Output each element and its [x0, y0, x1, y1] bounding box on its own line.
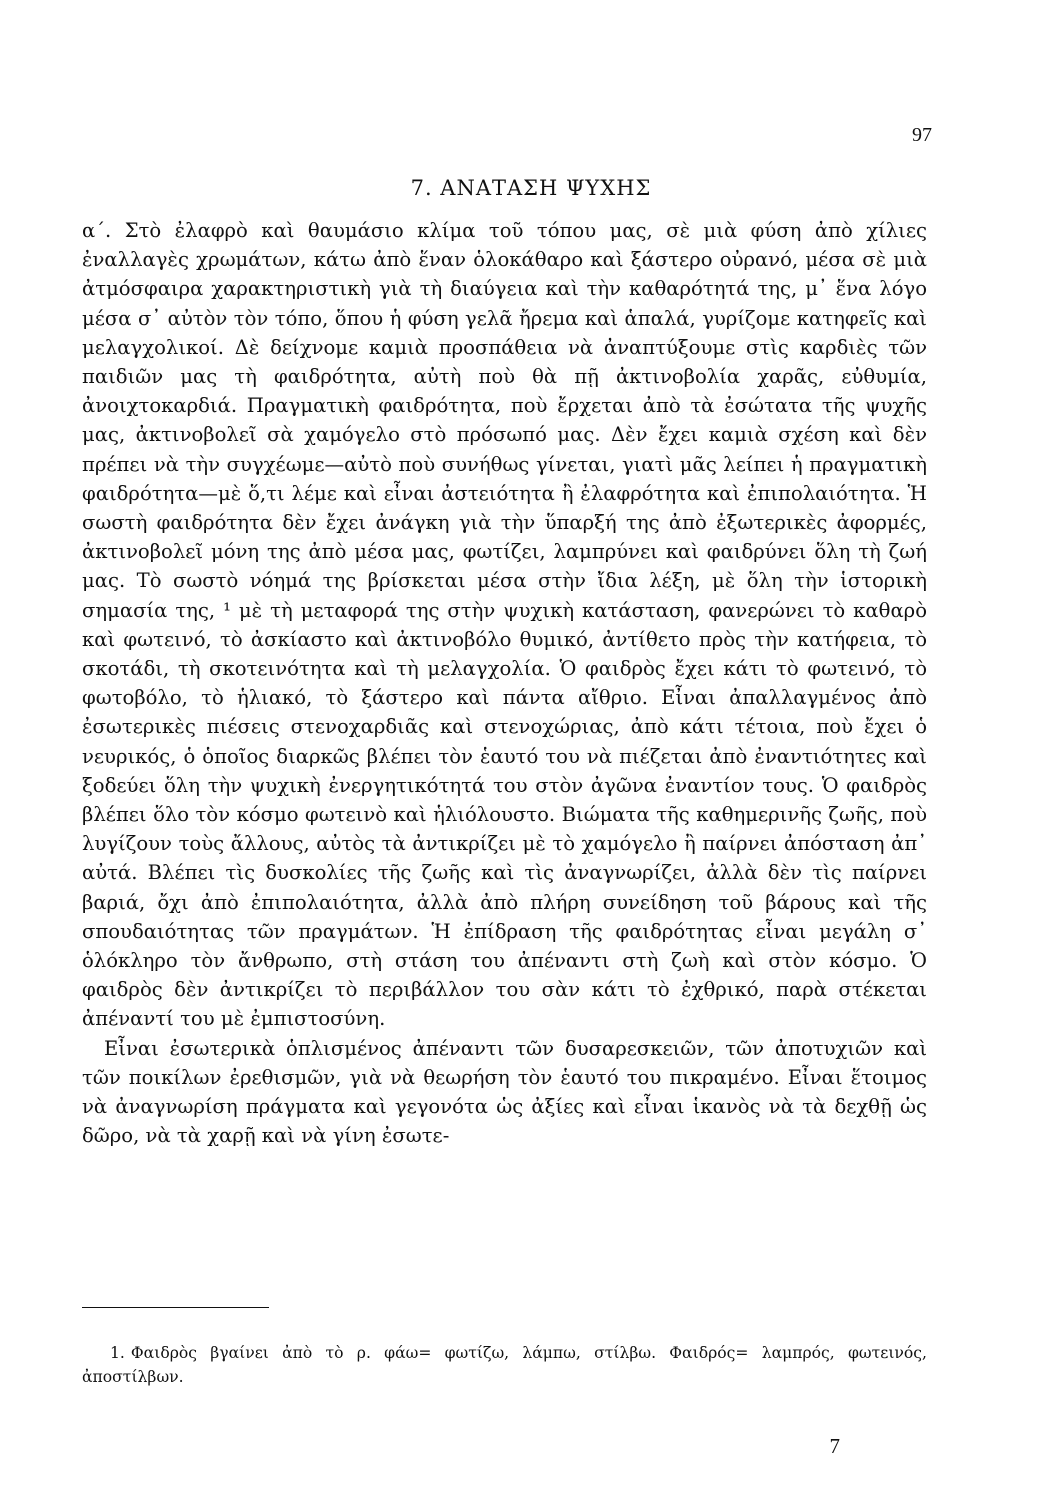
footnote-divider [82, 1307, 269, 1308]
page-number: 97 [912, 124, 932, 146]
body-text [82, 216, 927, 1151]
paragraph: Εἶναι ἐσωτερικὰ ὁπλισμένος ἀπέναντι τῶν δυσαρεσκειῶν, τῶν ἀποτυχιῶν καὶ τῶν ποικίλων ἐρεθισμῶν, γιὰ νὰ θεωρήση τὸν ἑαυτό του πικραμένο. Εἶναι ἕτοιμος νὰ ἀναγνωρίση πράγματα καὶ γεγονότα ὡς ἀξίες καὶ εἶναι ἱκανὸς νὰ τὰ δεχθῇ ὡς δῶρο, νὰ τὰ χαρῇ καὶ νὰ γίνη ἐσωτε- [82, 1036, 927, 1148]
footnote-text: Φαιδρὸς βγαίνει ἀπὸ τὸ ρ. φάω= φωτίζω, λάμπω, στίλβω. Φαιδρός= λαμπρός, φωτεινός, ἀποστίλβων. [82, 1344, 927, 1386]
footnote [82, 1341, 927, 1389]
signature-mark: 7 [829, 1434, 840, 1458]
footnote-number: 1. [110, 1344, 125, 1362]
chapter-title: 7. ΑΝΑΤΑΣΗ ΨΥΧΗΣ [410, 176, 652, 200]
paragraph: α΄. Στὸ ἐλαφρὸ καὶ θαυμάσιο κλίμα τοῦ τόπου μας, σὲ μιὰ φύση ἀπὸ χίλιες ἐναλλαγὲς χρωμάτων, κάτω ἀπὸ ἕναν ὁλοκάθαρο καὶ ξάστερο οὐρανό, μέσα σὲ μιὰ ἀτμόσφαιρα χαρακτηριστικὴ γιὰ τὴ διαύγεια καὶ τὴν καθαρότητά της, μ᾽ ἕνα λόγο μέσα σ᾽ αὐτὸν τὸν τόπο, ὅπου ἡ φύση γελᾶ ἤρεμα καὶ ἁπαλά, γυρίζομε κατηφεῖς καὶ μελαγχολικοί. Δὲ δείχνομε καμιὰ προσπάθεια νὰ ἀναπτύξουμε στὶς καρδιὲς τῶν παιδιῶν μας τὴ φαιδρότητα, αὐτὴ ποὺ θὰ πῇ ἀκτινοβολία χαρᾶς, εὐθυμία, ἀνοιχτοκαρδιά. Πραγματικὴ φαιδρότητα, ποὺ ἔρχεται ἀπὸ τὰ ἐσώτατα τῆς ψυχῆς μας, ἀκτινοβολεῖ σὰ χαμόγελο στὸ πρόσωπό μας. Δὲν ἔχει καμιὰ σχέση καὶ δὲν πρέπει νὰ τὴν συγχέωμε—αὐτὸ ποὺ συνήθως γίνεται, γιατὶ μᾶς λείπει ἡ πραγματικὴ φαιδρότητα—μὲ ὅ,τι λέμε καὶ εἶναι ἀστειότητα ἢ ἐλαφρότητα καὶ ἐπιπολαιότητα. Ἡ σωστὴ φαιδρότητα δὲν ἔχει ἀνάγκη γιὰ τὴν ὕπαρξή της ἀπὸ ἐξωτερικὲς ἀφορμές, ἀκτινοβολεῖ μόνη της ἀπὸ μέσα μας, φωτίζει, λαμπρύνει καὶ φαιδρύνει ὅλη τὴ ζωή μας. Τὸ σωστὸ νόημά της βρίσκεται μέσα στὴν ἴδια λέξη, μὲ ὅλη τὴν ἱστορικὴ σημασία της, ¹ μὲ τὴ μεταφορά της στὴν ψυχικὴ κατάσταση, φανερώνει τὸ καθαρὸ καὶ φωτεινό, τὸ ἀσκίαστο καὶ ἀκτινοβόλο θυμικό, ἀντίθετο πρὸς τὴν κατήφεια, τὸ σκοτάδι, τὴ σκοτεινότητα καὶ τὴ μελαγχολία. Ὁ φαιδρὸς ἔχει κάτι τὸ φωτεινό, τὸ φωτοβόλο, τὸ ἡλιακό, τὸ ξάστερο καὶ πάντα αἴθριο. Εἶναι ἀπαλλαγμένος ἀπὸ ἐσωτερικὲς πιέσεις στενοχαρδιᾶς καὶ στενοχώριας, ἀπὸ κάτι τέτοια, ποὺ ἔχει ὁ νευρικός, ὁ ὁποῖος διαρκῶς βλέπει τὸν ἑαυτό του νὰ πιέζεται ἀπὸ ἐναντιότητες καὶ ξοδεύει ὅλη τὴν ψυχικὴ ἐνεργητικότητά του στὸν ἀγῶνα ἐναντίον τους. Ὁ φαιδρὸς βλέπει ὅλο τὸν κόσμο φωτεινὸ καὶ ἡλιόλουστο. Βιώματα τῆς καθημερινῆς ζωῆς, ποὺ λυγίζουν τοὺς ἄλλους, αὐτὸς τὰ ἀντικρίζει μὲ τὸ χαμόγελο ἢ παίρνει ἀπόσταση ἀπ᾽ αὐτά. Βλέπει τὶς δυσκολίες τῆς ζωῆς καὶ τὶς ἀναγνωρίζει, ἀλλὰ δὲν τὶς παίρνει βαριά, ὄχι ἀπὸ ἐπιπολαιότητα, ἀλλὰ ἀπὸ πλήρη συνείδηση τοῦ βάρους καὶ τῆς σπουδαιότητας τῶν πραγμάτων. Ἡ ἐπίδραση τῆς φαιδρότητας εἶναι μεγάλη σ᾽ ὁλόκληρο τὸν ἄνθρωπο, στὴ στάση του ἀπέναντι στὴ ζωὴ καὶ στὸν κόσμο. Ὁ φαιδρὸς δὲν ἀντικρίζει τὸ περιβάλλον του σὰν κάτι τὸ ἐχθρικό, παρὰ στέκεται ἀπέναντί του μὲ ἐμπιστοσύνη. [82, 219, 927, 1031]
